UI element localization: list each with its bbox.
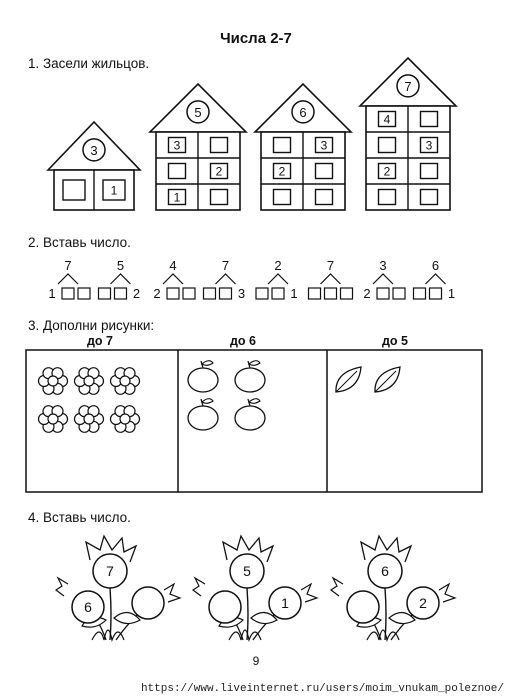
flower-number: 6 (381, 563, 389, 579)
window-box (421, 112, 438, 127)
window-box (316, 164, 333, 179)
window-box (274, 138, 291, 153)
chain-left-box (99, 288, 111, 299)
chain-left-box (204, 288, 216, 299)
flower-left-circle (209, 591, 241, 623)
chain-middle-box (430, 288, 442, 299)
chain-middle-box (62, 288, 74, 299)
drawing-panels-group (26, 334, 482, 492)
chain-middle-box (115, 288, 127, 299)
apple-body (188, 368, 218, 392)
number-chain (256, 258, 298, 301)
number-chain (414, 258, 456, 301)
number-chain (204, 258, 246, 301)
chain-right-number: 1 (290, 286, 298, 301)
task4-label: 4. Вставь число. (28, 510, 131, 525)
apple-body (188, 406, 218, 430)
chain-branch (111, 274, 131, 284)
side-crown (439, 584, 455, 602)
window-number: 2 (278, 164, 286, 179)
flower-number: 7 (106, 563, 114, 579)
footer-url[interactable]: https://www.liveinternet.ru/users/moim_vnukam_poleznoe/ (140, 683, 504, 695)
chain-top-number: 4 (169, 258, 177, 273)
roof-number: 3 (90, 142, 98, 158)
chain-middle-box (325, 288, 337, 299)
flower-icon (39, 368, 68, 395)
window-box (211, 190, 228, 205)
apple-leaf (202, 399, 213, 404)
side-crown (331, 578, 343, 596)
house (255, 84, 351, 210)
number-chain (48, 258, 90, 301)
leaf-icon (375, 367, 400, 392)
apple-icon (188, 361, 218, 392)
window-box (274, 190, 291, 205)
roof-number: 7 (404, 78, 412, 94)
chain-right-box (183, 288, 195, 299)
window-number: 1 (173, 190, 181, 205)
house (48, 122, 140, 210)
window-box (379, 138, 396, 153)
flower-center (84, 414, 94, 424)
chain-right-box (341, 288, 353, 299)
apple-icon (188, 399, 218, 430)
window-box (63, 180, 85, 200)
flower-number: 5 (243, 563, 251, 579)
flower-center (48, 414, 58, 424)
flower-center (84, 376, 94, 386)
chain-top-number: 7 (326, 258, 335, 273)
chain-branch (58, 274, 78, 284)
roof-number: 5 (194, 104, 202, 120)
chain-right-box (78, 288, 90, 299)
number-chain (153, 258, 195, 301)
window-box (169, 164, 186, 179)
chain-top-number: 3 (379, 258, 387, 273)
chain-right-box (393, 288, 405, 299)
number-flowers-group (56, 536, 455, 640)
window-number: 3 (425, 138, 433, 153)
chain-right-number: 3 (237, 286, 246, 301)
side-crown (56, 578, 68, 596)
task3-label: 3. Дополни рисунки: (28, 318, 155, 333)
chain-left-box (414, 288, 426, 299)
window-box (421, 190, 438, 205)
window-box (421, 164, 438, 179)
window-number: 4 (383, 112, 391, 127)
chain-right-number: 2 (132, 286, 141, 301)
chain-branch (426, 274, 446, 284)
number-flower (193, 536, 317, 640)
leaf-icon (336, 367, 361, 392)
flower-icon (111, 406, 140, 433)
window-box (211, 138, 228, 153)
side-crown (301, 584, 317, 602)
chain-middle-box (167, 288, 179, 299)
chain-left-box (309, 288, 321, 299)
window-number: 3 (173, 138, 181, 153)
window-box (379, 190, 396, 205)
chain-right-number: 1 (447, 286, 456, 301)
page-title: Числа 2-7 (220, 30, 292, 47)
side-crown (164, 584, 180, 602)
panel-label: до 6 (230, 334, 256, 348)
chain-branch (373, 274, 393, 284)
flower-center (120, 376, 130, 386)
house (150, 84, 246, 210)
window-number: 2 (215, 164, 223, 179)
page-number: 9 (252, 654, 260, 668)
number-flower (331, 536, 455, 640)
apple-icon (235, 361, 265, 392)
roof-number: 6 (299, 104, 307, 120)
flower-left-circle (347, 591, 379, 623)
flower-number: 6 (84, 599, 92, 615)
number-chain (99, 258, 141, 301)
task2-label: 2. Вставь число. (28, 235, 131, 250)
chain-branch (268, 274, 288, 284)
chain-top-number: 5 (116, 258, 125, 273)
chain-top-number: 7 (221, 258, 230, 273)
flower-icon (75, 368, 104, 395)
flower-icon (111, 368, 140, 395)
house (360, 58, 456, 210)
apple-leaf (249, 361, 260, 366)
apple-icon (235, 399, 265, 430)
flower-center (120, 414, 130, 424)
chain-top-number: 2 (274, 258, 282, 273)
chain-branch (216, 274, 236, 284)
chain-branch (321, 274, 341, 284)
number-chains-group (48, 258, 455, 301)
chain-branch (163, 274, 183, 284)
chain-left-number: 1 (48, 286, 56, 301)
panel-label: до 5 (382, 334, 408, 348)
number-chain (363, 258, 405, 301)
apple-body (235, 406, 265, 430)
apple-leaf (202, 361, 213, 366)
flower-right-circle (132, 587, 164, 619)
chain-middle-box (377, 288, 389, 299)
chain-left-number: 2 (363, 286, 371, 301)
flower-center (48, 376, 58, 386)
flower-icon (39, 406, 68, 433)
apple-body (235, 368, 265, 392)
flower-number: 2 (419, 595, 427, 611)
window-box (316, 190, 333, 205)
number-flower (56, 536, 180, 640)
apple-leaf (249, 399, 260, 404)
flower-number: 1 (281, 595, 289, 611)
flower-icon (75, 406, 104, 433)
window-number: 2 (383, 164, 391, 179)
task1-label: 1. Засели жильцов. (28, 56, 150, 71)
number-chain (309, 258, 353, 299)
chain-middle-box (220, 288, 232, 299)
chain-top-number: 6 (431, 258, 440, 273)
panel-label: до 7 (87, 334, 113, 348)
window-number: 1 (110, 183, 118, 198)
chain-left-number: 2 (153, 286, 161, 301)
chain-top-number: 7 (64, 258, 72, 273)
houses-group (48, 58, 456, 210)
side-crown (193, 578, 205, 596)
chain-left-box (256, 288, 268, 299)
window-number: 3 (320, 138, 328, 153)
chain-middle-box (272, 288, 284, 299)
